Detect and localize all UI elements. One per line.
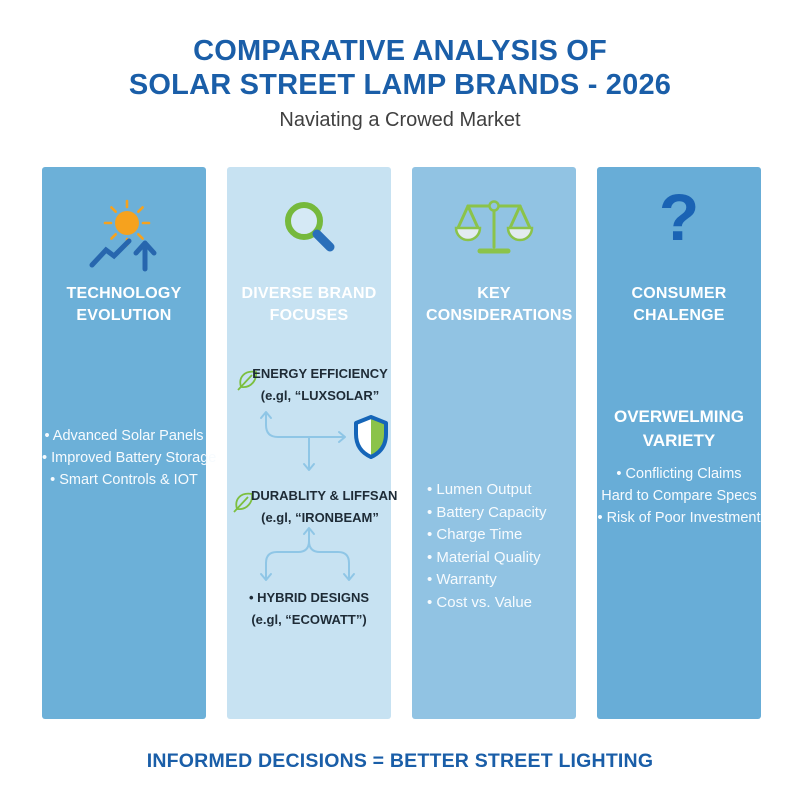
list-item: • Smart Controls & IOT bbox=[50, 472, 198, 488]
title-line-2: SOLAR STREET LAMP BRANDS - 2026 bbox=[128, 69, 672, 101]
column-heading: KEY CONSIDERATIONS bbox=[426, 285, 573, 324]
columns-row bbox=[42, 167, 762, 719]
scales-icon bbox=[412, 197, 576, 259]
bullet-list bbox=[42, 425, 217, 491]
list-item: • Risk of Poor Investment bbox=[597, 510, 761, 526]
list-item: • Material Quality bbox=[427, 548, 541, 566]
flow-item-title: DURABLITY & LIFFSAN bbox=[251, 488, 398, 503]
list-item: • Battery Capacity bbox=[427, 503, 547, 521]
column-technology-evolution bbox=[42, 167, 217, 719]
footer-tagline: INFORMED DECISIONS = BETTER STREET LIGHTING bbox=[146, 750, 654, 772]
flow-item-energy-efficiency bbox=[251, 363, 389, 407]
list-item: • Conflicting Claims bbox=[616, 466, 742, 482]
column-heading: DIVERSE BRAND FOCUSES bbox=[241, 285, 377, 324]
bullet-list bbox=[597, 463, 761, 529]
flow-item-durability-lifespan bbox=[251, 485, 398, 529]
page-subtitle: Naviating a Crowed Market bbox=[279, 109, 521, 131]
flow-item-title: • HYBRID DESIGNS bbox=[248, 590, 370, 605]
column-consumer-challenge bbox=[597, 167, 761, 719]
bullet-list bbox=[412, 479, 576, 614]
branch-arrows-icon bbox=[251, 407, 367, 484]
split-arrows-icon bbox=[257, 525, 361, 592]
list-item: • Warranty bbox=[427, 571, 497, 588]
list-item: • Lumen Output bbox=[427, 481, 532, 498]
list-item: • Improved Battery Storage bbox=[42, 450, 217, 466]
list-item: • Advanced Solar Panels bbox=[44, 428, 204, 444]
list-item: • Charge Time bbox=[427, 526, 523, 543]
magnifier-icon bbox=[227, 197, 391, 261]
title-line-1: COMPARATIVE ANALYSIS OF bbox=[193, 35, 607, 67]
page-title bbox=[0, 34, 800, 102]
column-heading: CONSUMER CHALENGE bbox=[631, 285, 727, 324]
shield-icon bbox=[353, 415, 389, 464]
sun-trend-icon bbox=[42, 197, 206, 273]
column-key-considerations bbox=[412, 167, 576, 719]
flow-item-title: ENERGY EFFICIENCY bbox=[252, 366, 388, 381]
flow-item-example: (e.gl, “ECOWATT”) bbox=[251, 612, 367, 627]
list-item: Hard to Compare Specs bbox=[601, 488, 757, 504]
flow-item-hybrid-designs bbox=[227, 587, 391, 631]
question-mark-icon: ? bbox=[658, 180, 700, 254]
column-heading: TECHNOLOGY EVOLUTION bbox=[66, 285, 182, 324]
column-diverse-brand-focuses bbox=[227, 167, 398, 719]
flow-item-example: (e.gl, “LUXSOLAR” bbox=[260, 388, 380, 403]
flow-item-example: (e.gl, “IRONBEAM” bbox=[261, 510, 379, 525]
list-item: • Cost vs. Value bbox=[427, 593, 533, 611]
column-subheading: OVERWELMING VARIETY bbox=[613, 407, 745, 450]
